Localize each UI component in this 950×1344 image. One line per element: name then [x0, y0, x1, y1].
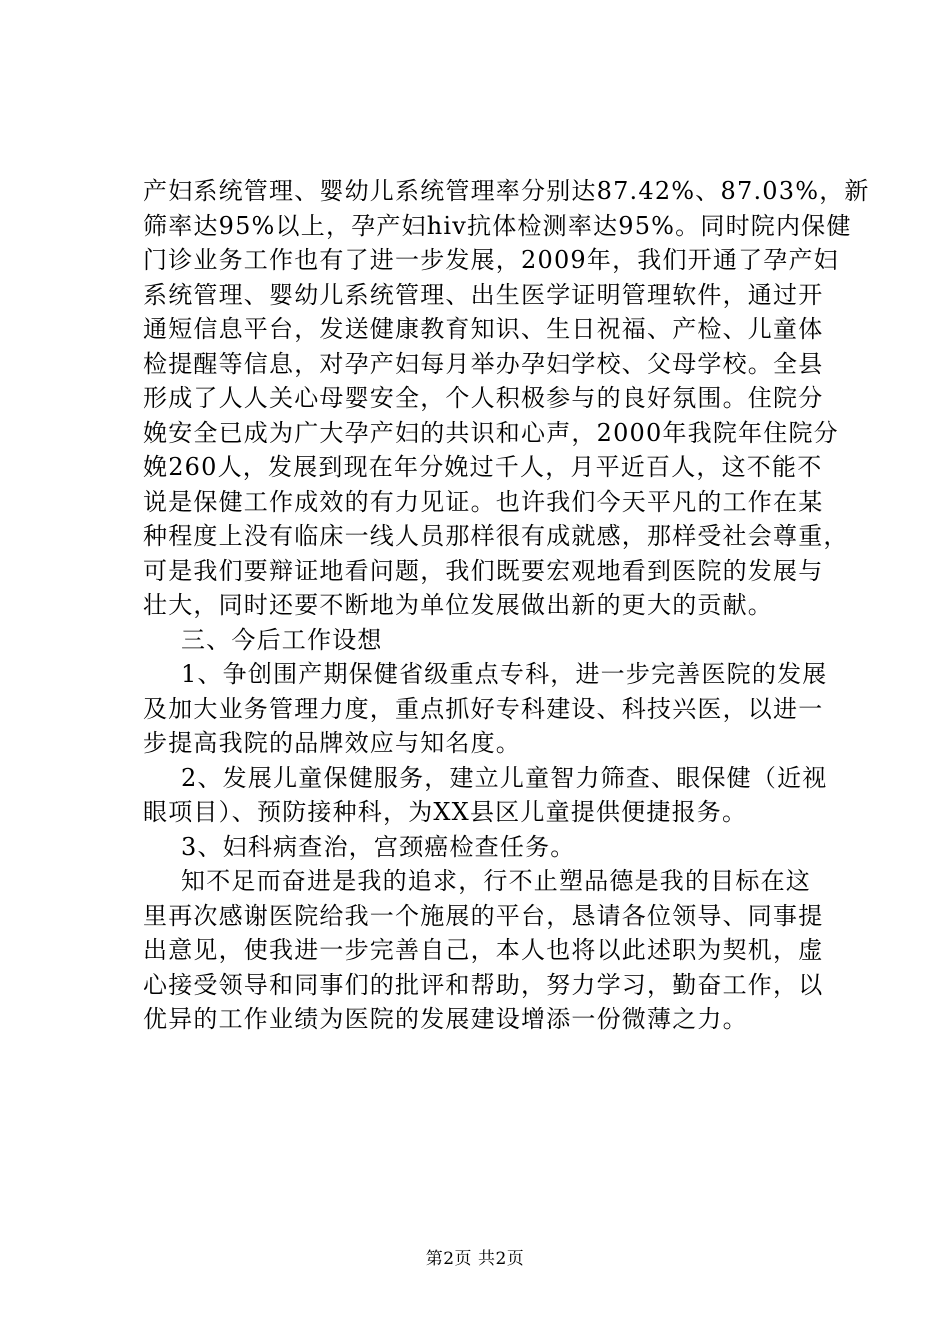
section-heading: 三、今后工作设想	[181, 625, 383, 654]
text-line: 说是保健工作成效的有力见证。也许我们今天平凡的工作在某	[143, 487, 824, 516]
text-line: 系统管理、婴幼儿系统管理、出生医学证明管理软件，通过开	[143, 280, 824, 309]
text-line: 可是我们要辩证地看问题，我们既要宏观地看到医院的发展与	[143, 556, 824, 585]
text-line: 知不足而奋进是我的追求，行不止塑品德是我的目标在这	[181, 867, 811, 895]
body-text	[143, 174, 870, 1037]
text-line: 种程度上没有临床一线人员那样很有成就感，那样受社会尊重，	[143, 522, 849, 550]
text-line: 形成了人人关心母婴安全，个人积极参与的良好氛围。住院分	[143, 384, 824, 412]
text-line: 及加大业务管理力度，重点抓好专科建设、科技兴医，以进一	[143, 694, 824, 723]
page-number-footer: 第2页 共2页	[425, 1249, 525, 1269]
text-line: 筛率达95%以上，孕产妇hiv抗体检测率达95%。同时院内保健	[143, 211, 852, 240]
text-line: 步提高我院的品牌效应与知名度。	[143, 729, 521, 757]
text-line: 娩安全已成为广大孕产妇的共识和心声，2000年我院年住院分	[143, 418, 839, 447]
text-line: 娩260人，发展到现在年分娩过千人，月平近百人，这不能不	[143, 453, 823, 481]
text-line: 2、发展儿童保健服务，建立儿童智力筛查、眼保健（近视	[181, 763, 828, 792]
text-line: 3、妇科病查治，宫颈癌检查任务。	[181, 832, 576, 861]
text-line: 心接受领导和同事们的批评和帮助，努力学习，勤奋工作，以	[143, 970, 824, 999]
text-line: 眼项目）、预防接种科，为XX县区儿童提供便捷报务。	[143, 798, 748, 826]
text-line: 优异的工作业绩为医院的发展建设增添一份微薄之力。	[143, 1005, 748, 1033]
text-line: 1、争创围产期保健省级重点专科，进一步完善医院的发展	[181, 660, 828, 688]
text-line: 出意见，使我进一步完善自己，本人也将以此述职为契机，虚	[143, 936, 824, 964]
text-line: 通短信息平台，发送健康教育知识、生日祝福、产检、儿童体	[143, 315, 824, 343]
text-line: 壮大，同时还要不断地为单位发展做出新的更大的贡献。	[143, 591, 773, 619]
text-line: 检提醒等信息，对孕产妇每月举办孕妇学校、父母学校。全县	[143, 349, 824, 378]
text-line: 产妇系统管理、婴幼儿系统管理率分别达87.42%、87.03%，新	[143, 177, 870, 205]
text-line: 门诊业务工作也有了进一步发展，2009年，我们开通了孕产妇	[143, 246, 839, 274]
text-line: 里再次感谢医院给我一个施展的平台，恳请各位领导、同事提	[143, 901, 824, 930]
